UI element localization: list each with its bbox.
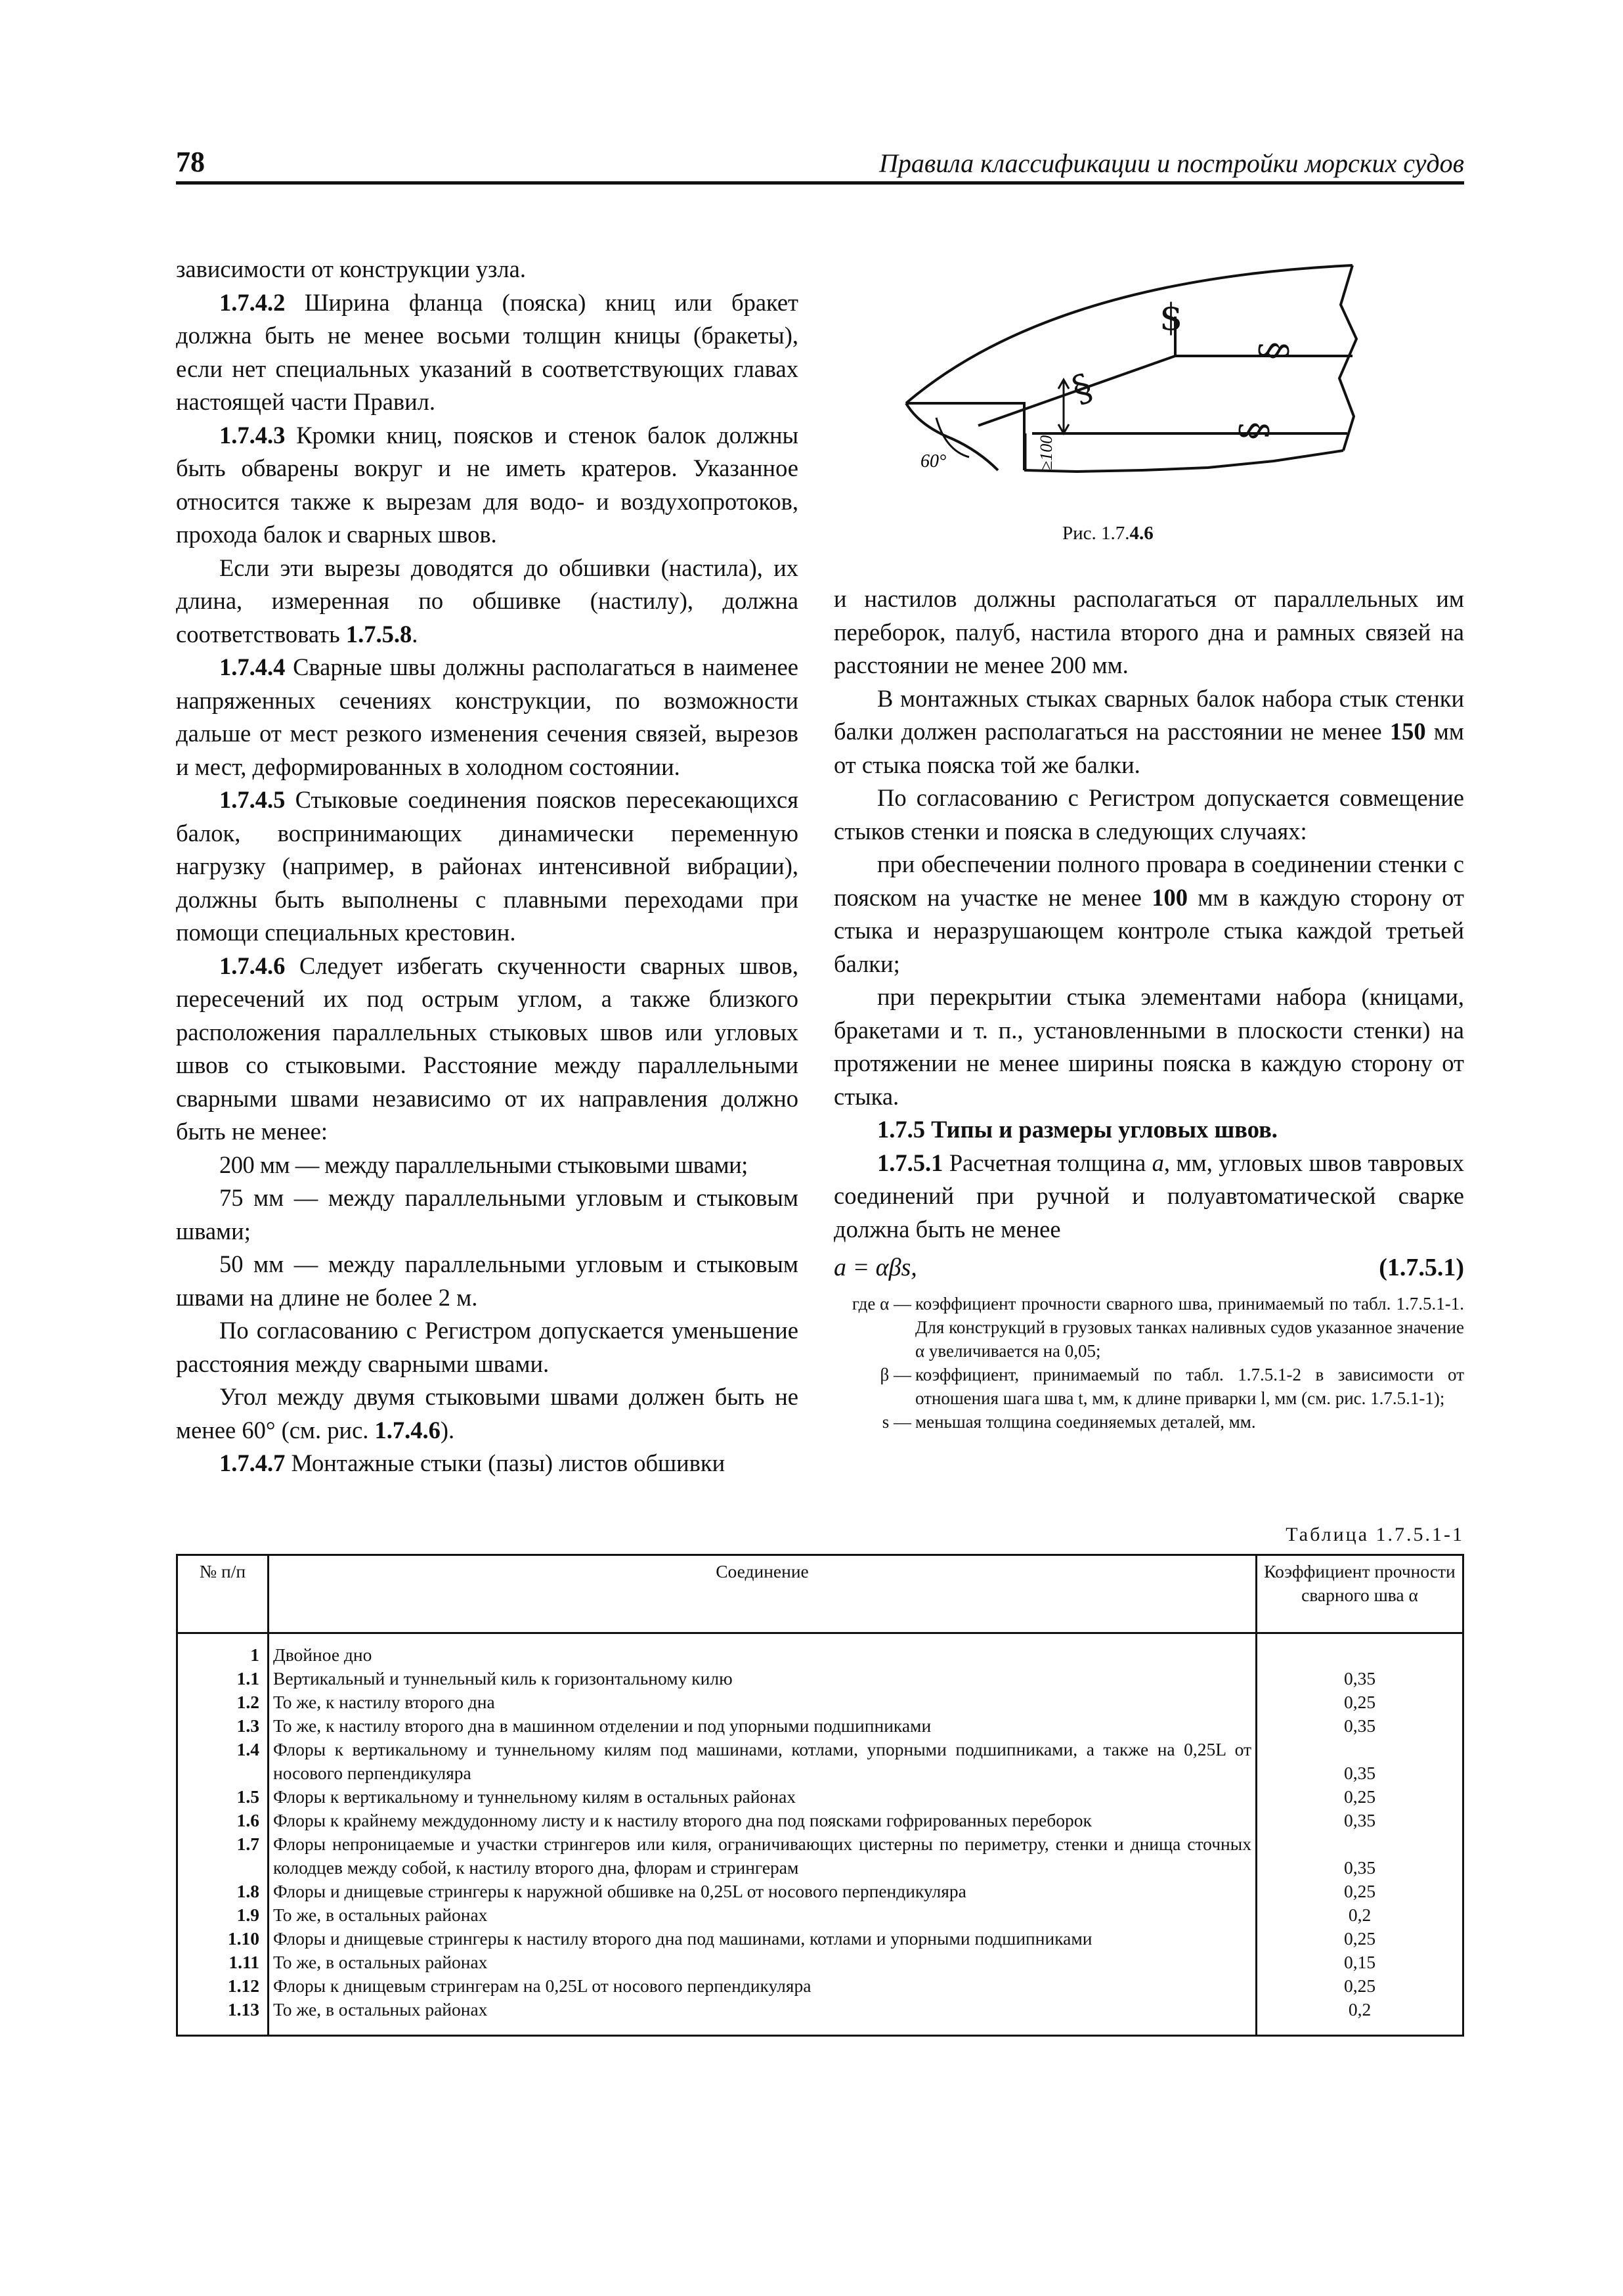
table-row: [177, 1714, 1463, 1738]
header-connection: Соединение: [269, 1555, 1257, 1633]
paragraph-1-7-5-1: 1.7.5.1 Расчетная толщина a, мм, угловых швов тавровых соединений при ручной и полуавтоматической сварке должна быть не менее: [834, 1149, 1464, 1243]
row-number: 1.5: [177, 1785, 269, 1809]
table-row: [177, 1809, 1463, 1832]
table-row: [177, 1832, 1463, 1880]
paragraph: и настилов должны располагаться от параллельных им переборок, палуб, настила второго дна и рамных связей на расстоянии не менее 200 мм.: [834, 585, 1464, 678]
connection-cell: Флоры к вертикальному и туннельному килям в остальных районах: [269, 1785, 1257, 1809]
row-number: 1.9: [177, 1903, 269, 1927]
table-row: [177, 1738, 1463, 1785]
row-number: 1.12: [177, 1974, 269, 1998]
paragraph: По согласованию с Регистром допускается уменьшение расстояния между сварными швами.: [176, 1317, 798, 1377]
coefficient-cell: 0,35: [1257, 1832, 1463, 1880]
list-item: 200 мм — между параллельными стыковыми швами;: [219, 1151, 748, 1178]
figure-caption: Рис. 1.7.4.6: [1062, 523, 1154, 544]
list-item: при обеспечении полного провара в соединении стенки с пояском на участке не менее 100 мм в каждую сторону от стыка и неразрушающем контроле стыка каждой третьей балки;: [834, 850, 1464, 977]
coefficient-cell: 0,35: [1257, 1714, 1463, 1738]
connection-cell: Флоры и днищевые стрингеры к настилу второго дна под машинами, котлами и упорными подшипниками: [269, 1927, 1257, 1951]
section-heading-1-7-5: 1.7.5 Типы и размеры угловых швов.: [877, 1116, 1278, 1143]
coefficient-cell: 0,25: [1257, 1927, 1463, 1951]
connection-cell: Флоры непроницаемые и участки стрингеров или киля, ограничивающих цистерны по периметру, стенки и днища сточных колодцев между собой, к настилу второго дна, флорам и стрингерам: [269, 1832, 1257, 1880]
row-number: 1.8: [177, 1880, 269, 1903]
section-number: 1.7.4.2: [219, 288, 286, 316]
table-row: [177, 1880, 1463, 1903]
table-row: [177, 1903, 1463, 1927]
connection-cell: Двойное дно: [269, 1633, 1257, 1667]
table-row: [177, 1785, 1463, 1809]
paragraph-1-7-4-3: 1.7.4.3 Кромки книц, поясков и стенок балок должны быть обварены вокруг и не иметь кратеров. Указанное относится также к вырезам для водо- и воздухопротоков, прохода балок и сварных швов.: [176, 421, 798, 548]
paragraph-1-7-4-2: 1.7.4.2 Ширина фланца (пояска) книц или бракет должна быть не менее восьми толщин кницы (бракеты), если нет специальных указаний в соответствующих главах настоящей части Правил.: [176, 288, 798, 415]
table-row: [177, 1927, 1463, 1951]
connection-cell: То же, в остальных районах: [269, 1951, 1257, 1974]
coefficient-cell: 0,25: [1257, 1880, 1463, 1903]
paragraph: Угол между двумя стыковыми швами должен быть не менее 60° (см. рис. 1.7.4.6).: [176, 1383, 798, 1444]
dimension-label: ≥100: [1037, 435, 1056, 470]
scallop: [906, 403, 998, 470]
paragraph-1-7-4-6: 1.7.4.6 Следует избегать скученности сварных швов, пересечений их под острым углом, а также близкого расположения параллельных стыковых швов или угловых швов со стыковыми. Расстояние между параллельными сварными швами независимо от их направления должно быть не менее:: [176, 952, 798, 1145]
row-number: 1.13: [177, 1998, 269, 2036]
legend-item: где α — коэффициент прочности сварного шва, принимаемый по табл. 1.7.5.1-1. Для конструкций в грузовых танках наливных судов указанное значение α увеличивается на 0,05;: [852, 1294, 1464, 1361]
page-number: 78: [176, 146, 205, 178]
section-number: 1.7.5: [877, 1116, 925, 1143]
connection-cell: То же, к настилу второго дна в машинном отделении и под упорными подшипниками: [269, 1714, 1257, 1738]
section-number: 1.7.5.1: [877, 1149, 943, 1176]
paragraph-1-7-4-7: 1.7.4.7 Монтажные стыки (пазы) листов обшивки: [219, 1449, 725, 1476]
paragraph-1-7-4-5: 1.7.4.5 Стыковые соединения поясков пересекающихся балок, воспринимающих динамически переменную нагрузку (например, в районах интенсивной вибрации), должны быть выполнены с плавными переходами при помощи специальных крестовин.: [176, 786, 798, 946]
plating-curve: [906, 265, 1352, 403]
header-rule: [176, 181, 1464, 185]
row-number: 1.11: [177, 1951, 269, 1974]
coefficient-cell: 0,35: [1257, 1738, 1463, 1785]
table-label: Таблица 1.7.5.1-1: [1286, 1524, 1464, 1545]
formula-number: (1.7.5.1): [1379, 1254, 1464, 1281]
section-number: 1.7.4.3: [219, 421, 286, 449]
formula-expression: a = αβs,: [834, 1254, 917, 1281]
row-number: 1.6: [177, 1809, 269, 1832]
coefficient-cell: 0,15: [1257, 1951, 1463, 1974]
angle-label: 60°: [920, 451, 947, 472]
row-number: 1: [177, 1633, 269, 1667]
table-row: [177, 1690, 1463, 1714]
connection-cell: Флоры к вертикальному и туннельному килям под машинами, котлами, упорными подшипниками, а также на 0,25L от носового перпендикуляра: [269, 1738, 1257, 1785]
row-number: 1.7: [177, 1832, 269, 1880]
coefficient-cell: 0,35: [1257, 1667, 1463, 1690]
list-item: 50 мм — между параллельными угловым и стыковым швами на длине не более 2 м.: [176, 1250, 798, 1311]
paragraph-1-7-4-4: 1.7.4.4 Сварные швы должны располагаться в наименее напряженных сечениях конструкции, по возможности дальше от мест резкого изменения сечения связей, вырезов и мест, деформированных в холодном состоянии.: [176, 653, 798, 780]
section-number: 1.7.4.6: [219, 952, 286, 979]
cross-reference: 1.7.4.6: [374, 1416, 441, 1444]
formula-legend: [834, 1292, 1464, 1434]
weld-symbol-icon: §: [1066, 365, 1098, 412]
coefficient-cell: 0,35: [1257, 1809, 1463, 1832]
weld-symbol-icon: §: [1233, 422, 1276, 440]
row-number: 1.4: [177, 1738, 269, 1785]
table-row: [177, 1974, 1463, 1998]
section-number: 1.7.4.7: [219, 1449, 286, 1476]
row-number: 1.2: [177, 1690, 269, 1714]
formula: [834, 1251, 1464, 1287]
legend-item: β — коэффициент, принимаемый по табл. 1.7.5.1-2 в зависимости от отношения шага шва t, мм, к длине приварки l, мм (см. рис. 1.7.5.1-1);: [880, 1365, 1464, 1408]
paragraph: Если эти вырезы доводятся до обшивки (настила), их длина, измеренная по обшивке (настилу), должна соответствовать 1.7.5.8.: [176, 554, 798, 648]
break-line: [1339, 265, 1356, 451]
paragraph: зависимости от конструкции узла.: [176, 255, 526, 282]
paragraph: По согласованию с Регистром допускается совмещение стыков стенки и пояска в следующих случаях:: [834, 784, 1464, 845]
section-number: 1.7.4.5: [219, 786, 286, 813]
coefficient-cell: [1257, 1633, 1463, 1667]
paragraph: В монтажных стыках сварных балок набора стык стенки балки должен располагаться на расстоянии не менее 150 мм от стыка пояска той же балки.: [834, 684, 1464, 778]
connection-cell: Флоры к крайнему междудонному листу и к настилу второго дна под поясками гофрированных переборок: [269, 1809, 1257, 1832]
table-row: [177, 1998, 1463, 2036]
weld-symbol-icon: §: [1253, 342, 1295, 360]
table-header-row: [177, 1555, 1463, 1633]
connection-cell: То же, в остальных районах: [269, 1998, 1257, 2036]
cross-reference: 1.7.5.8: [345, 620, 412, 648]
weld-coefficient-table: [176, 1554, 1464, 2037]
connection-cell: То же, к настилу второго дна: [269, 1690, 1257, 1714]
row-number: 1.10: [177, 1927, 269, 1951]
connection-cell: Вертикальный и туннельный киль к горизонтальному килю: [269, 1667, 1257, 1690]
row-number: 1.1: [177, 1667, 269, 1690]
bottom-edge: [1024, 451, 1343, 472]
right-column: [834, 583, 1464, 1434]
coefficient-cell: 0,2: [1257, 1998, 1463, 2036]
section-number: 1.7.4.4: [219, 653, 286, 680]
header-number: № п/п: [177, 1555, 269, 1633]
list-item: 75 мм — между параллельными угловым и стыковым швами;: [176, 1184, 798, 1245]
coefficient-cell: 0,25: [1257, 1974, 1463, 1998]
weld-symbol-icon: $: [1159, 296, 1183, 339]
left-column: [176, 253, 798, 1480]
coefficient-cell: 0,25: [1257, 1785, 1463, 1809]
legend-item: s — меньшая толщина соединяемых деталей, мм.: [882, 1412, 1256, 1432]
page-header: [176, 146, 1464, 183]
table-row: [177, 1951, 1463, 1974]
table-row: [177, 1667, 1463, 1690]
row-number: 1.3: [177, 1714, 269, 1738]
connection-cell: То же, в остальных районах: [269, 1903, 1257, 1927]
connection-cell: Флоры к днищевым стрингерам на 0,25L от носового перпендикуляра: [269, 1974, 1257, 1998]
connection-cell: Флоры и днищевые стрингеры к наружной обшивке на 0,25L от носового перпендикуляра: [269, 1880, 1257, 1903]
list-item: при перекрытии стыка элементами набора (кницами, бракетами и т. п., установленными в плоскости стенки) на протяжении не менее ширины пояска в каждую сторону от стыка.: [834, 983, 1464, 1110]
running-title: Правила классификации и постройки морских судов: [878, 148, 1464, 178]
table-row: [177, 1633, 1463, 1667]
weld-joint-figure: [880, 254, 1366, 516]
coefficient-cell: 0,25: [1257, 1690, 1463, 1714]
header-coefficient: Коэффициент прочности сварного шва α: [1257, 1555, 1463, 1633]
coefficient-cell: 0,2: [1257, 1903, 1463, 1927]
